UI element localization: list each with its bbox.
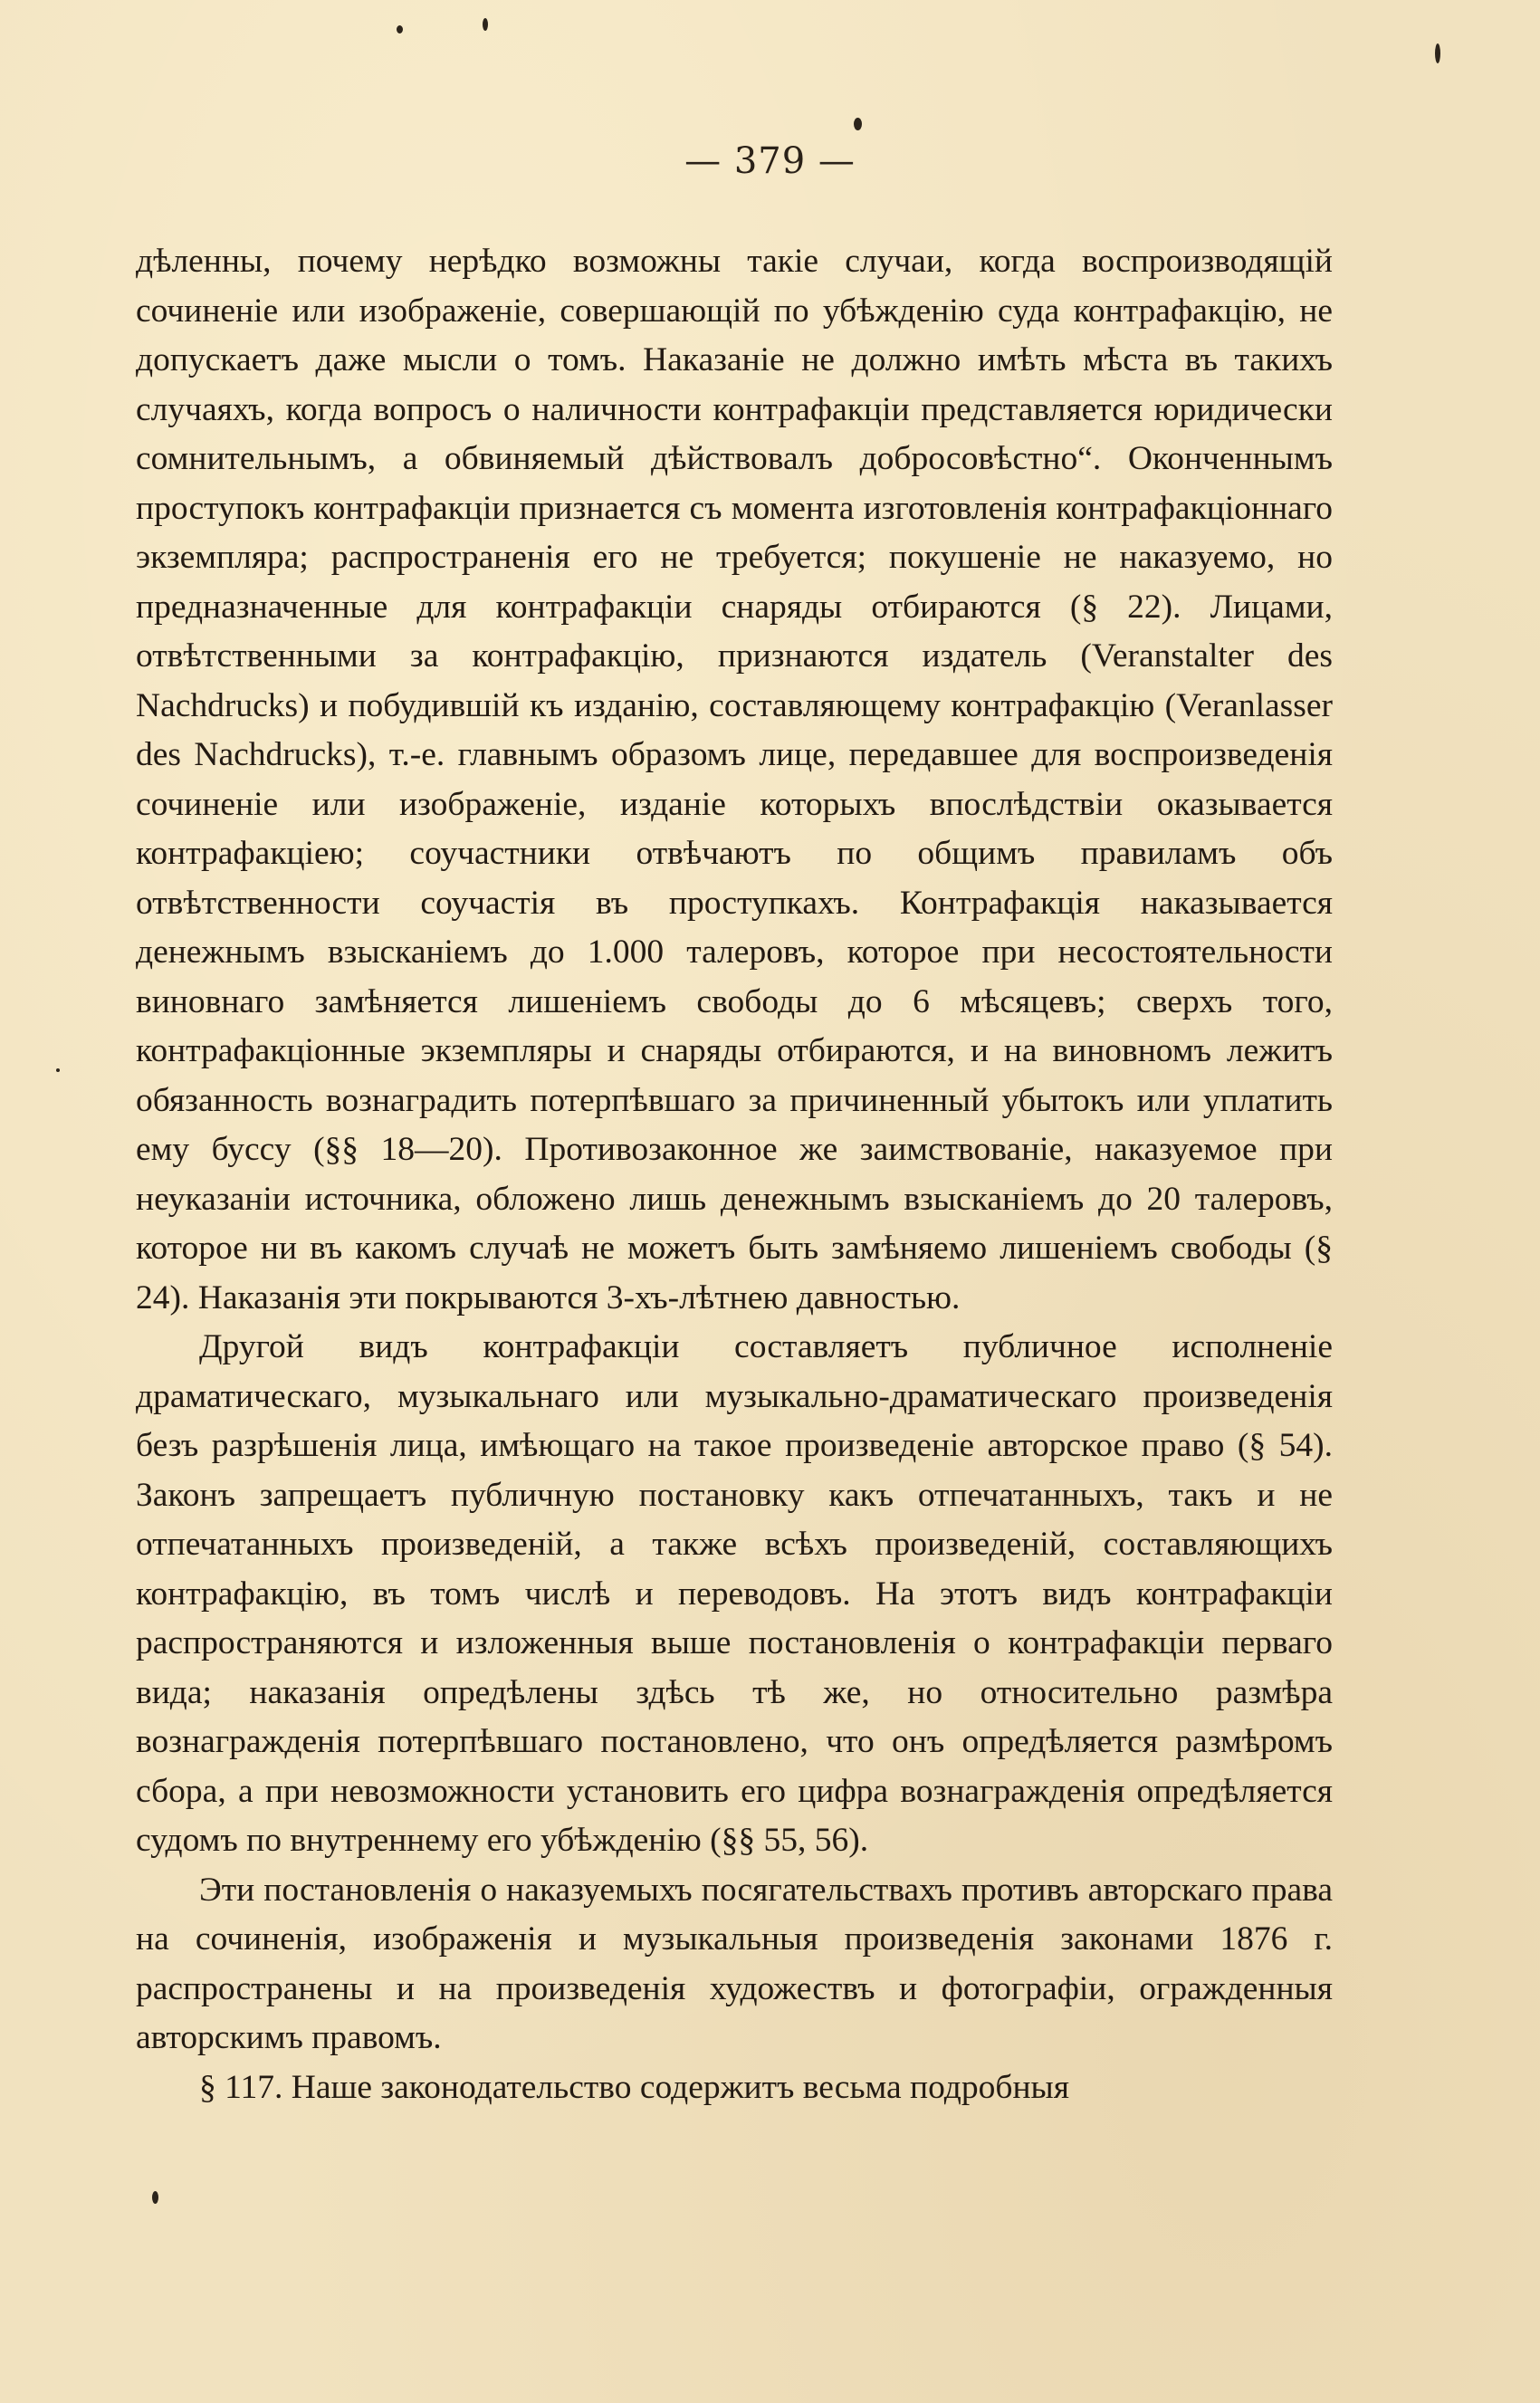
ink-speck <box>854 118 862 130</box>
ink-speck <box>56 1068 60 1072</box>
ink-speck <box>397 25 403 34</box>
page-number: — 379 — <box>684 140 856 182</box>
ink-speck <box>483 18 488 31</box>
paragraph-continuation: дѣленны, почему нерѣдко возможны такіе случаи, когда воспроизводящій сочиненіе или изображеніе, совершающій по убѣжденію суда контрафакцію, не допускаетъ даже мысли о томъ. Наказаніе не должно имѣть мѣста въ такихъ случаяхъ, когда вопросъ о наличности контрафакціи представляется юридически сомнительнымъ, а обвиняемый дѣйствовалъ добросовѣстно“. Оконченнымъ проступокъ контрафакціи признается съ момента изготовленія контрафакціоннаго экземпляра; распространенія его не требуется; покушеніе не наказуемо, но предназначенные для контрафакціи снаряды отбираются (§ 22). Лицами, отвѣтственными за контрафакцію, признаются издатель (Veranstalter des Nachdrucks) и побудившій къ изданію, составляющему контрафакцію (Veranlasser des Nachdrucks), т.-е. главнымъ образомъ лице, передавшее для воспроизведенія сочиненіе или изображеніе, изданіе которыхъ впослѣдствіи оказывается контрафакціею; соучастники отвѣчаютъ по общимъ правиламъ объ отвѣтственности соучастія въ проступкахъ. Контрафакція наказывается денежнымъ взысканіемъ до 1.000 талеровъ, которое при несостоятельности виновнаго замѣняется лишеніемъ свободы до 6 мѣсяцевъ; сверхъ того, контрафакціонные экземпляры и снаряды отбираются, и на виновномъ лежитъ обязанность вознаградить потерпѣвшаго за причиненный убытокъ или уплатить ему буссу (§§ 18—20). Противозаконное же заимствованіе, наказуемое при неуказаніи источника, обложено лишь денежнымъ взысканіемъ до 20 талеровъ, которое ни въ какомъ случаѣ не можетъ быть замѣняемо лишеніемъ свободы (§ 24). Наказанія эти покрываются 3-хъ-лѣтнею давностью. <box>136 243 1333 1316</box>
body-text <box>136 237 1333 2112</box>
ink-speck <box>152 2191 158 2204</box>
paragraph-laws-1876: Эти постановленія о наказуемыхъ посягательствахъ противъ авторскаго права на сочиненія, изображенія и музыкальныя произведенія законами 1876 г. распространены и на произведенія художествъ и фотографіи, огражденныя авторскимъ правомъ. <box>136 1871 1333 2056</box>
ink-speck <box>1435 43 1440 63</box>
paragraph-section-117: § 117. Наше законодательство содержитъ весьма подробныя <box>199 2068 1069 2106</box>
paragraph-performance-contrafaction: Другой видъ контрафакціи составляетъ публичное исполненіе драматическаго, музыкальнаго или музыкально-драматическаго произведенія безъ разрѣшенія лица, имѣющаго на такое произведеніе авторское право (§ 54). Законъ запрещаетъ публичную постановку какъ отпечатанныхъ, такъ и не отпечатанныхъ произведеній, а также всѣхъ произведеній, составляющихъ контрафакцію, въ томъ числѣ и переводовъ. На этотъ видъ контрафакціи распространяются и изложенныя выше постановленія о контрафакціи перваго вида; наказанія опредѣлены здѣсь тѣ же, но относительно размѣра вознагражденія потерпѣвшаго постановлено, что онъ опредѣляется размѣромъ сбора, а при невозможности установить его цифра вознагражденія опредѣляется судомъ по внутреннему его убѣжденію (§§ 55, 56). <box>136 1328 1333 1859</box>
